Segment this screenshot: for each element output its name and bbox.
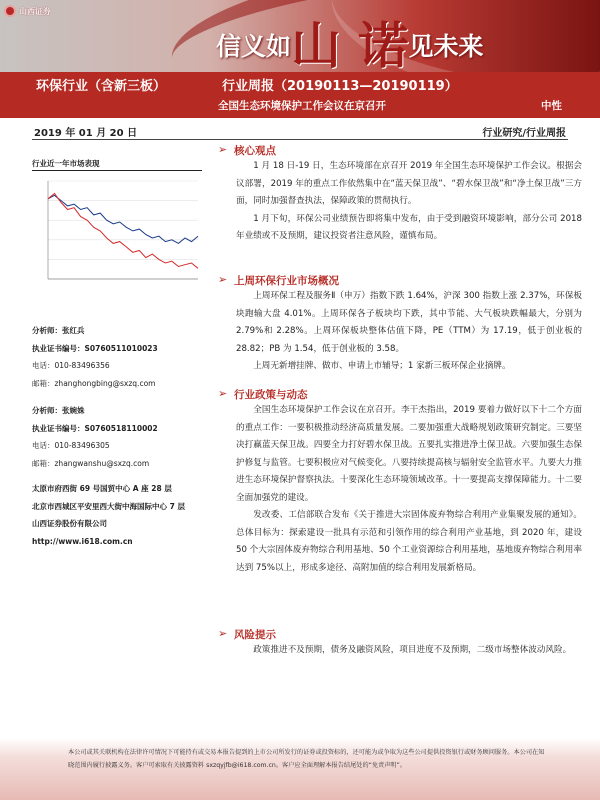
report-type: 行业周报（20190113—20190119） [222,79,458,94]
section-title: 风险提示 [234,628,276,641]
analyst-block-2 [32,402,202,472]
slogan-part-3: 见未来 [408,32,484,61]
paragraph: 上周环保工程及服务Ⅱ（申万）指数下跌 1.64%，沪深 300 指数上涨 2.37%，环保板块跑输大盘 4.01%。上周环保各子板块均下跌，其中节能、大气板块跌幅最大，分别为 2.79%和 2.28%。上周环保板块整体估值下降，PE（TTM）为 17.19，低于创业板的 28.82；PB 为 1.54，低于创业板的 3.58。 [236,291,582,354]
chevron-right-icon: ➢ [218,627,228,640]
analyst-block-1 [32,322,202,392]
logo-icon [4,5,16,17]
analyst-name: 分析师：张红兵 [32,326,85,335]
paragraph: 全国生态环境保护工作会议在京召开。李干杰指出，2019 要着力做好以下十二个方面的重点工作：一要积极推动经济高质量发展。二要加强重大战略规划政策研究制定。三要坚决打赢蓝天保卫战。四要全力打好碧水保卫战。五要扎实推进净土保卫战。六要加强生态保护修复与监管。七要积极应对气候变化。八要持续提高核与辐射安全监管水平。九要大力推进生态环境保护督察执法。十要深化生态环境领域改革。十一要提高支撑保障能力。十二要全面加强党的建设。 [236,405,582,503]
report-headline: 全国生态环境保护工作会议在京召开 [218,100,386,112]
date-row [32,120,568,140]
analyst-email[interactable]: 邮箱：zhanghongbing@sxzq.com [32,378,156,388]
report-date: 2019 年 01 月 20 日 [34,128,138,139]
title-bar [0,72,600,118]
section-title: 核心观点 [234,144,276,157]
chart-title: 行业近一年市场表现 [32,159,100,168]
logo-text: 山西证券 [19,6,51,16]
chevron-right-icon: ➢ [218,273,228,286]
company-logo [4,4,124,18]
company-address [32,480,202,550]
section-title: 上周环保行业市场概况 [234,274,339,287]
disclaimer: 本公司或其关联机构在法律许可情况下可能持有或交易本报告提到的上市公司所发行的证券或投资标的，还可能为或争取为这些公司提供投资银行或财务顾问服务。本公司在知晓范围内履行披露义务。客户可索取有关披露资料 sxzqyjfb@i618.com.cn。客户应全面理解本报告结尾处的“免责声明”。 [68,749,545,769]
section-core-view [218,142,582,246]
address-beijing: 北京市西城区平安里西大街中海国际中心 7 层 [32,501,185,511]
industry-name: 环保行业（含新三板） [36,79,167,94]
slogan-part-2: 山 诺 [291,16,409,72]
analyst-name: 分析师：张婉姝 [32,406,85,415]
paragraph: 发改委、工信部联合发布《关于推进大宗固体废弃物综合利用产业集聚发展的通知》。总体目标为：探索建设一批具有示范和引领作用的综合利用产业基地，到 2020 年，建设 50 个大宗固体废弃物综合利用基地、50 个工业资源综合利用基地，基地废弃物综合利用率达到 75%以上，形成多途径、高附加值的综合利用发展新格局。 [236,510,582,573]
section-title: 行业政策与动态 [234,388,308,401]
analyst-phone: 电话：010-83496356 [32,361,110,370]
industry-rating: 中性 [541,100,562,112]
market-chart-svg [32,175,202,291]
slogan-part-1: 信义如 [216,32,292,61]
analyst-license: 执业证书编号：S0760518110002 [32,423,158,433]
paragraph: 政策推进不及预期，债务及融资风险，项目进度不及预期，二级市场整体波动风险。 [253,645,572,655]
chevron-right-icon: ➢ [218,387,228,400]
analyst-license: 执业证书编号：S0760511010023 [32,343,158,353]
paragraph: 1 月下旬，环保公司业绩预告即将集中发布，由于受到融资环境影响，部分公司 2018 年业绩或不及预期，建议投资者注意风险，谨慎布局。 [236,213,582,241]
report-category: 行业研究/行业周报 [482,128,566,139]
chart-series-line-1 [48,195,198,243]
chevron-right-icon: ➢ [218,143,228,156]
market-chart [32,170,202,290]
analyst-email[interactable]: 邮箱：zhangwanshu@sxzq.com [32,458,150,468]
section-market-overview [218,272,582,376]
footer [0,738,600,800]
paragraph: 上周无新增挂牌、做市、申请上市辅导；1 家新三板环保企业摘牌。 [253,361,511,371]
banner-slogan [216,6,483,72]
analyst-phone: 电话：010-83496305 [32,441,110,450]
paragraph: 1 月 18 日-19 日，生态环境部在京召开 2019 年全国生态环境保护工作会议。根据会议部署，2019 年的重点工作依然集中在“蓝天保卫战”、“碧水保卫战”和“净土保卫战”三方面，同时加强督查执法，保障政策的贯彻执行。 [236,161,582,206]
header-banner [0,0,600,72]
section-risk [218,626,582,660]
address-taiyuan: 太原市府西街 69 号国贸中心 A 座 28 层 [32,484,172,493]
section-policy [218,386,582,577]
company-name: 山西证券股份有限公司 [32,519,107,528]
company-website[interactable]: http://www.i618.com.cn [32,536,133,546]
